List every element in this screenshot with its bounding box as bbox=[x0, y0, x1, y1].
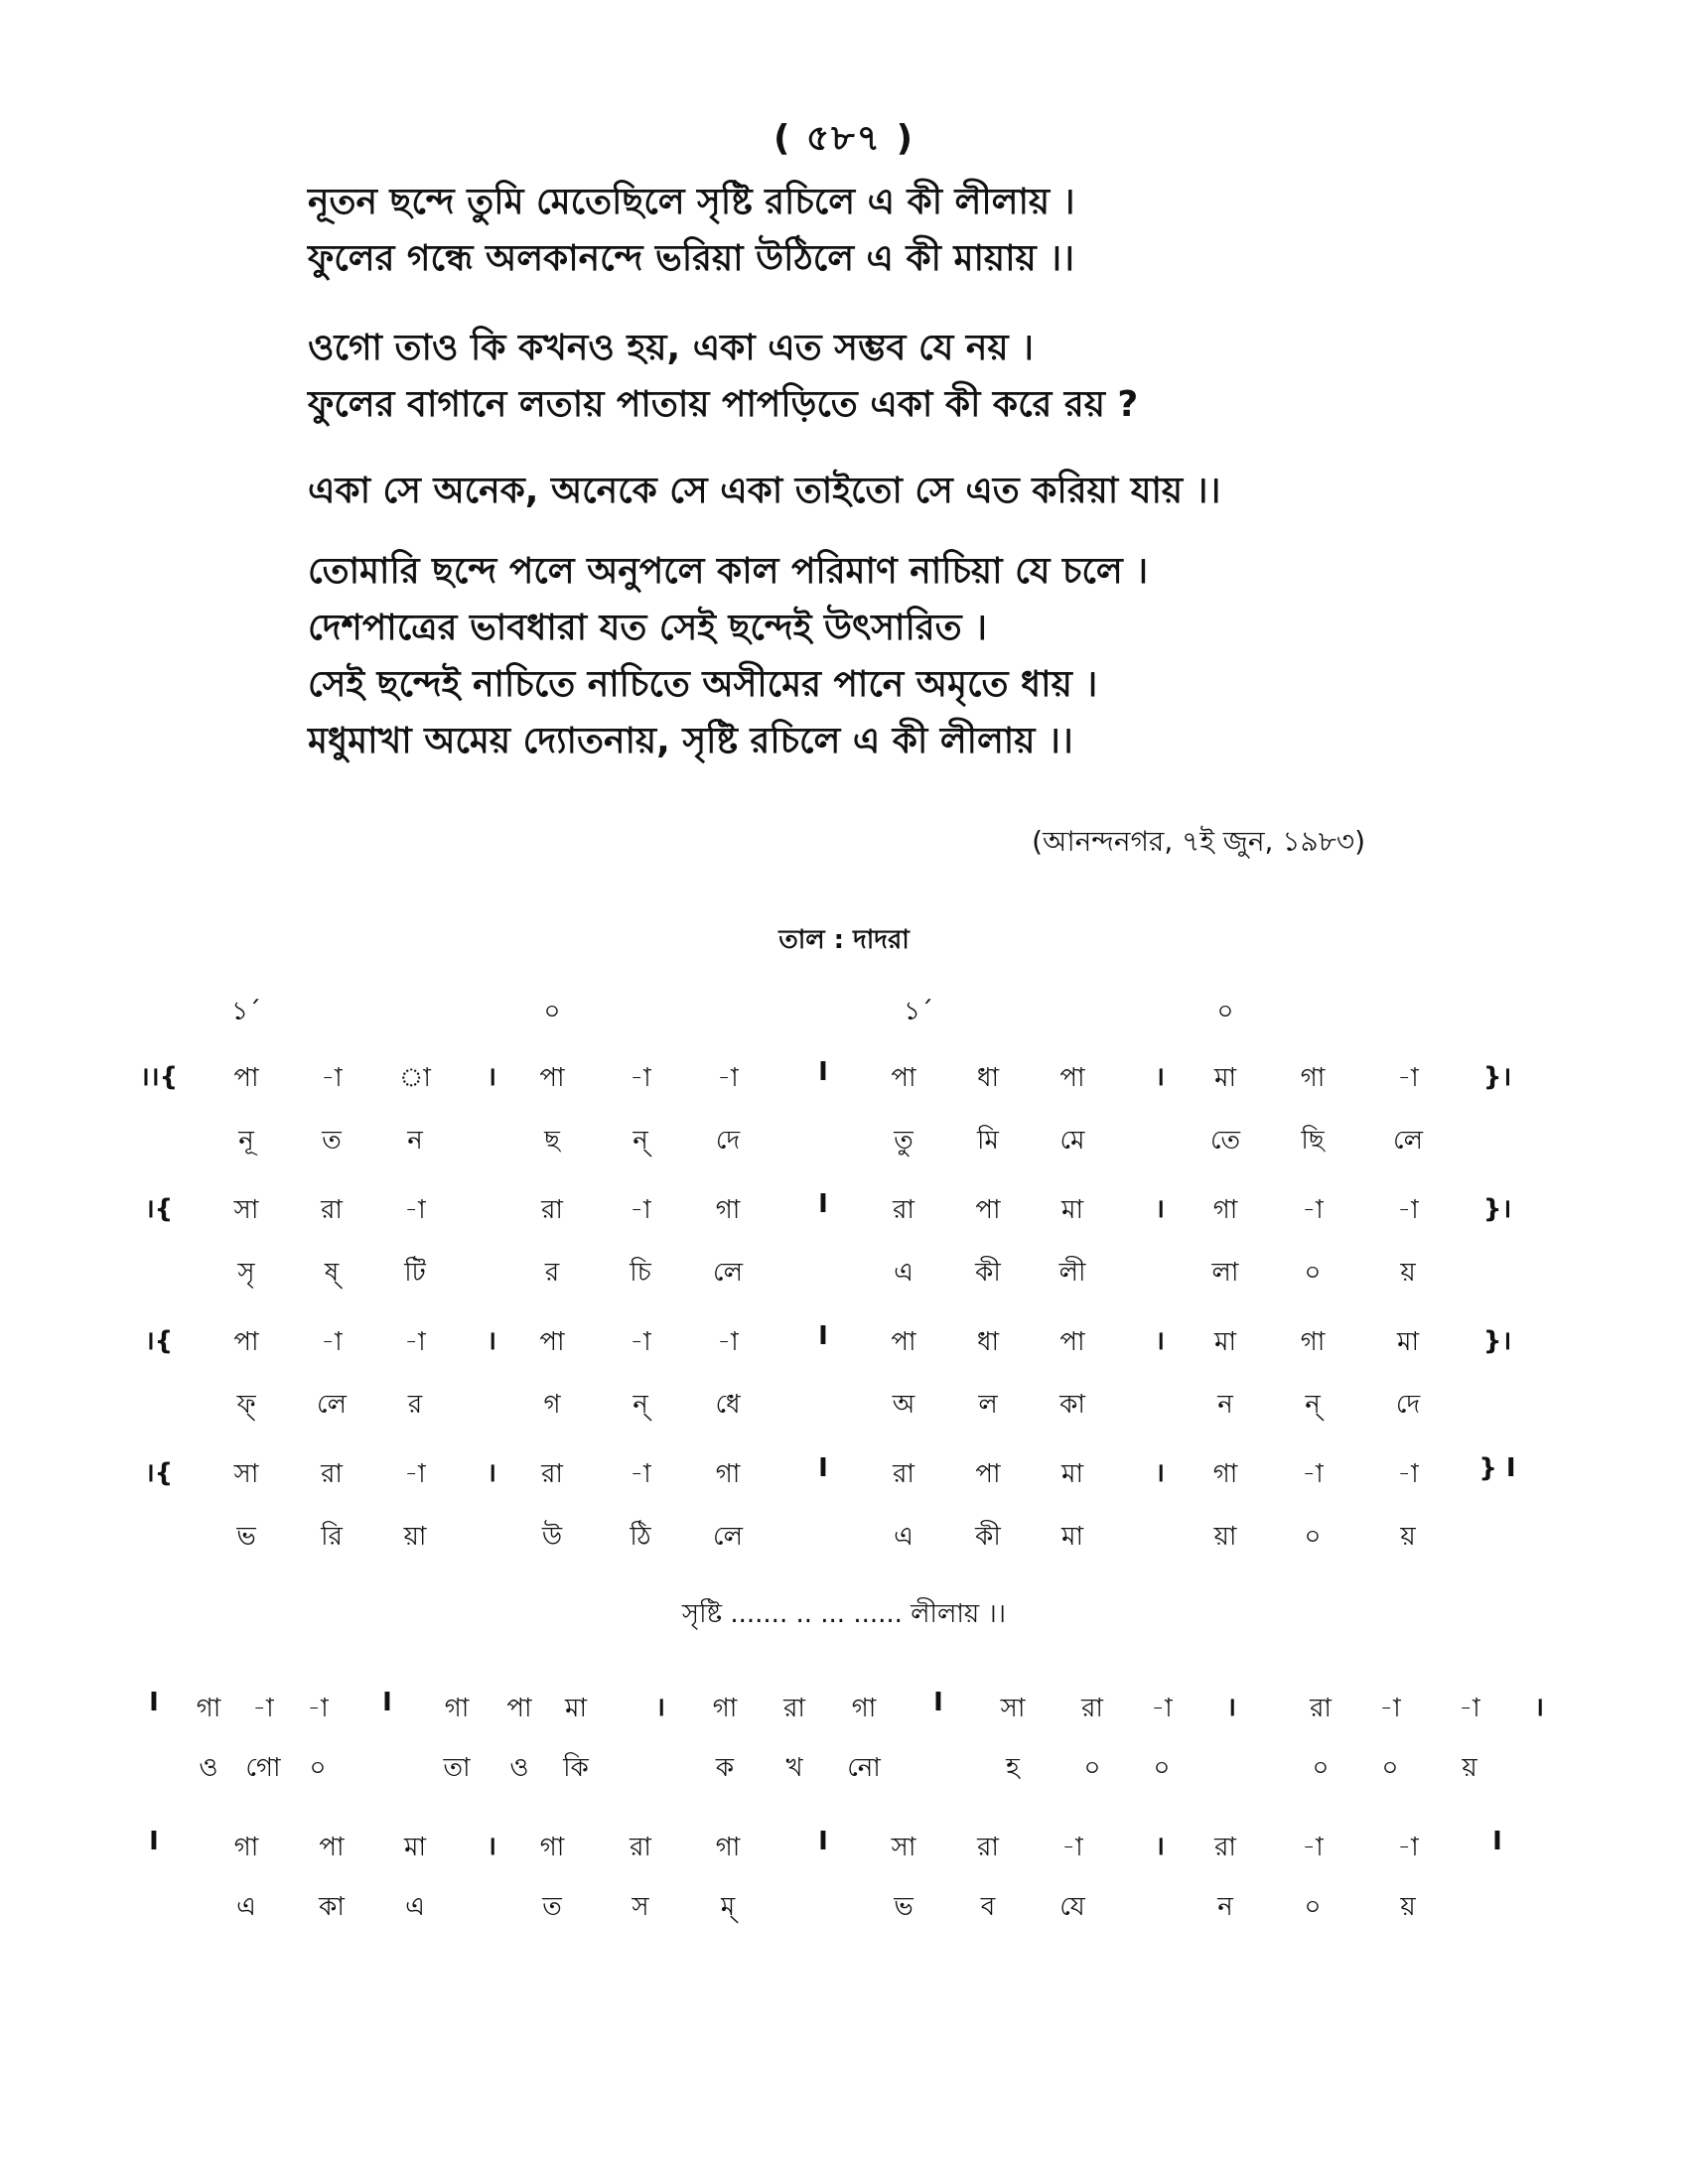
syllable: দে bbox=[715, 1126, 741, 1156]
syllable: তে bbox=[1209, 1126, 1241, 1156]
note: পা bbox=[319, 1833, 345, 1862]
syllable: লা bbox=[1211, 1258, 1239, 1288]
note: -া bbox=[1397, 1459, 1419, 1489]
syllable: মা bbox=[1061, 1522, 1083, 1552]
syllable: ছি bbox=[1301, 1126, 1325, 1156]
syllable: মে bbox=[1059, 1126, 1085, 1156]
notation-row bbox=[0, 1189, 1688, 1251]
syllable: লে bbox=[317, 1390, 347, 1420]
beat-mark: ০ bbox=[1216, 997, 1234, 1026]
lyric-line: একা সে অনেক, অনেকে সে একা তাইতো সে এত করিয়া যায় ।। bbox=[308, 471, 1221, 511]
syllable: র bbox=[544, 1258, 560, 1288]
syllable: চি bbox=[630, 1258, 651, 1288]
note: -া bbox=[1397, 1833, 1419, 1862]
note: সা bbox=[891, 1833, 916, 1862]
syllable: য় bbox=[1400, 1522, 1416, 1552]
syllable: ০ bbox=[1381, 1753, 1399, 1783]
lyrics-stanza bbox=[308, 174, 1400, 287]
note: মা bbox=[404, 1833, 426, 1862]
bar-line: । bbox=[487, 1062, 496, 1092]
bar-line: । bbox=[1155, 1458, 1165, 1488]
note: রা bbox=[541, 1195, 563, 1225]
lyric-syllable-row bbox=[0, 1384, 1688, 1445]
syllable: গ bbox=[543, 1390, 561, 1420]
syllable: ০ bbox=[1304, 1258, 1322, 1288]
syllable: যে bbox=[1059, 1892, 1085, 1922]
note: পা bbox=[506, 1694, 532, 1723]
syllable: উ bbox=[541, 1522, 563, 1552]
bar-line: । bbox=[487, 1326, 496, 1356]
syllable: ব bbox=[980, 1892, 996, 1922]
note: পা bbox=[1059, 1327, 1085, 1357]
syllable: টি bbox=[404, 1258, 426, 1288]
syllable: ন bbox=[407, 1126, 423, 1156]
bar-line: । bbox=[1155, 1194, 1165, 1224]
note: গা bbox=[1300, 1063, 1326, 1093]
notation-row bbox=[0, 1688, 1688, 1749]
note: মা bbox=[1061, 1195, 1083, 1225]
syllable: ত bbox=[542, 1892, 562, 1922]
lyric-line: তোমারি ছন্দে পলে অনুপলে কাল পরিমাণ নাচিয়া যে চলে । bbox=[308, 551, 1149, 592]
note: ধা bbox=[976, 1063, 1000, 1093]
lyric-line: মধুমাখা অমেয় দ্যোতনায়, সৃষ্টি রচিলে এ কী লীলায় ।। bbox=[308, 721, 1073, 761]
bar-line: I bbox=[818, 1057, 828, 1087]
syllable: য় bbox=[1400, 1258, 1416, 1288]
lyric-line: ফুলের গন্ধে অলকানন্দে ভরিয়া উঠিলে এ কী মায়ায় ।। bbox=[308, 238, 1075, 279]
note: পা bbox=[233, 1327, 259, 1357]
note: -া bbox=[404, 1195, 426, 1225]
refrain-line: সৃষ্টি ....... .. ... ...... লীলায় ।। bbox=[681, 1599, 1007, 1629]
note: -া bbox=[630, 1327, 651, 1357]
note: গা bbox=[233, 1833, 259, 1862]
note: গা bbox=[539, 1833, 565, 1862]
lyric-line: ওগো তাও কি কখনও হয়, একা এত সম্ভব যে নয় । bbox=[308, 328, 1034, 368]
beat-mark: ১´ bbox=[904, 997, 933, 1026]
lyric-syllable-row bbox=[0, 1252, 1688, 1313]
bar-line: । bbox=[1155, 1832, 1165, 1861]
syllable: ঠি bbox=[630, 1522, 651, 1552]
bar-line: । bbox=[487, 1458, 496, 1488]
bar-line: ।।{ bbox=[139, 1062, 179, 1092]
bar-line: I bbox=[818, 1827, 828, 1856]
syllable: ০ bbox=[1304, 1892, 1322, 1922]
syllable: ল bbox=[978, 1390, 998, 1420]
syllable: ন bbox=[1217, 1390, 1233, 1420]
syllable: ত bbox=[322, 1126, 342, 1156]
bar-line: । bbox=[655, 1693, 665, 1722]
syllable: ০ bbox=[1304, 1522, 1322, 1552]
syllable: লে bbox=[713, 1522, 743, 1552]
syllable: কা bbox=[1059, 1390, 1085, 1420]
syllable: লে bbox=[1393, 1126, 1423, 1156]
syllable: ন্ bbox=[633, 1126, 648, 1156]
syllable: লে bbox=[713, 1258, 743, 1288]
syllable: য়া bbox=[1213, 1522, 1237, 1552]
note: গা bbox=[1300, 1327, 1326, 1357]
syllable: খ bbox=[785, 1753, 803, 1783]
note: -া bbox=[321, 1063, 343, 1093]
syllable: দে bbox=[1395, 1390, 1421, 1420]
syllable: ন bbox=[1217, 1892, 1233, 1922]
note: গা bbox=[851, 1694, 877, 1723]
syllable: কী bbox=[975, 1522, 1001, 1552]
note: গা bbox=[715, 1459, 741, 1489]
bar-line: ।{ bbox=[144, 1326, 174, 1356]
note: পা bbox=[891, 1327, 916, 1357]
note: সা bbox=[233, 1195, 259, 1225]
syllable: ০ bbox=[1153, 1753, 1171, 1783]
syllable: ভ bbox=[236, 1522, 256, 1552]
beat-mark: ০ bbox=[543, 997, 561, 1026]
syllable: তা bbox=[443, 1753, 471, 1783]
note: -া bbox=[1459, 1694, 1480, 1723]
lyric-line: ফুলের বাগানে লতায় পাতায় পাপড়িতে একা কী করে রয় ? bbox=[308, 384, 1139, 425]
note: পা bbox=[975, 1195, 1001, 1225]
lyrics-stanza bbox=[308, 543, 1400, 769]
bar-line: । bbox=[1155, 1326, 1165, 1356]
bar-line: I bbox=[818, 1321, 828, 1351]
syllable: সৃ bbox=[237, 1258, 255, 1288]
note: -া bbox=[630, 1459, 651, 1489]
syllable: মি bbox=[977, 1126, 999, 1156]
syllable: ছ bbox=[544, 1126, 560, 1156]
bar-line: I bbox=[818, 1453, 828, 1483]
syllable: এ bbox=[236, 1892, 256, 1922]
syllable: রি bbox=[321, 1522, 343, 1552]
syllable: অ bbox=[892, 1390, 915, 1420]
syllable: তু bbox=[894, 1126, 914, 1156]
syllable: গো bbox=[245, 1753, 281, 1783]
note: -া bbox=[717, 1327, 739, 1357]
beat-marks bbox=[0, 991, 1688, 1030]
note: -া bbox=[1397, 1195, 1419, 1225]
note: পা bbox=[539, 1063, 565, 1093]
note: -া bbox=[1302, 1459, 1324, 1489]
syllable: কা bbox=[319, 1892, 345, 1922]
note: মা bbox=[1397, 1327, 1419, 1357]
note: মা bbox=[565, 1694, 587, 1723]
note: -া bbox=[1302, 1833, 1324, 1862]
syllable: ভ bbox=[894, 1892, 914, 1922]
syllable: ন্ bbox=[633, 1390, 648, 1420]
syllable: নো bbox=[847, 1753, 881, 1783]
note: -া bbox=[1397, 1063, 1419, 1093]
bar-line: I bbox=[149, 1688, 159, 1717]
syllable: ও bbox=[509, 1753, 529, 1783]
bar-line: ।{ bbox=[144, 1458, 174, 1488]
note: রা bbox=[321, 1195, 343, 1225]
bar-line: I bbox=[149, 1827, 159, 1856]
note: ধা bbox=[976, 1327, 1000, 1357]
bar-line: }। bbox=[1482, 1326, 1512, 1356]
syllable: এ bbox=[405, 1892, 425, 1922]
note: রা bbox=[541, 1459, 563, 1489]
bar-line: ।{ bbox=[144, 1194, 174, 1224]
note: পা bbox=[975, 1459, 1001, 1489]
syllable: র bbox=[407, 1390, 423, 1420]
syllable: য় bbox=[1400, 1892, 1416, 1922]
note: গা bbox=[715, 1195, 741, 1225]
syllable: ০ bbox=[1312, 1753, 1330, 1783]
note: -া bbox=[630, 1195, 651, 1225]
note: রা bbox=[1214, 1833, 1236, 1862]
note: গা bbox=[196, 1694, 221, 1723]
syllable: স bbox=[632, 1892, 649, 1922]
note: গা bbox=[715, 1833, 741, 1862]
note: রা bbox=[783, 1694, 805, 1723]
note: রা bbox=[893, 1459, 914, 1489]
bar-line: । bbox=[1534, 1693, 1544, 1722]
note: -া bbox=[630, 1063, 651, 1093]
note: গা bbox=[712, 1694, 738, 1723]
lyric-line: দেশপাত্রের ভাবধারা যত সেই ছন্দেই উৎসারিত । bbox=[308, 608, 988, 648]
syllable: এ bbox=[894, 1258, 914, 1288]
bar-line: । bbox=[1155, 1062, 1165, 1092]
syllable: হ bbox=[1006, 1753, 1020, 1783]
note: পা bbox=[1059, 1063, 1085, 1093]
notation-row bbox=[0, 1321, 1688, 1383]
note: -া bbox=[321, 1327, 343, 1357]
note: গা bbox=[1212, 1195, 1238, 1225]
syllable: ০ bbox=[1083, 1753, 1101, 1783]
tala-heading: তাল : দাদরা bbox=[778, 925, 910, 955]
lyric-syllable-row bbox=[0, 1516, 1688, 1577]
lyric-line: নূতন ছন্দে তুমি মেতেছিলে সৃষ্টি রচিলে এ কী লীলায় । bbox=[308, 182, 1075, 222]
note: রা bbox=[1081, 1694, 1103, 1723]
syllable: লী bbox=[1058, 1258, 1086, 1288]
syllable: ম্ bbox=[720, 1892, 736, 1922]
bar-line: }। bbox=[1482, 1062, 1512, 1092]
syllable: ক bbox=[715, 1753, 735, 1783]
note: -া bbox=[1302, 1195, 1324, 1225]
note: া bbox=[399, 1063, 431, 1093]
lyrics-stanza bbox=[308, 320, 1400, 433]
note: গা bbox=[1212, 1459, 1238, 1489]
note: সা bbox=[233, 1459, 259, 1489]
lyric-syllable-row bbox=[0, 1886, 1688, 1948]
note: -া bbox=[252, 1694, 274, 1723]
note: রা bbox=[630, 1833, 651, 1862]
note: -া bbox=[404, 1459, 426, 1489]
syllable: ধে bbox=[715, 1390, 741, 1420]
lyric-line: সেই ছন্দেই নাচিতে নাচিতে অসীমের পানে অমৃতে ধায় । bbox=[308, 664, 1098, 705]
syllable: ০ bbox=[309, 1753, 327, 1783]
bar-line: I bbox=[933, 1688, 943, 1717]
bar-line: । bbox=[487, 1832, 496, 1861]
syllable: কি bbox=[563, 1753, 589, 1783]
notation-row bbox=[0, 1057, 1688, 1119]
page-number: ( ৫৮৭ ) bbox=[773, 118, 915, 159]
note: রা bbox=[1310, 1694, 1332, 1723]
note: -া bbox=[1151, 1694, 1173, 1723]
bar-line: I bbox=[1492, 1827, 1502, 1856]
source-note: (আনন্দনগর, ৭ই জুন, ১৯৮৩) bbox=[1032, 825, 1365, 858]
syllable: ফ্ bbox=[236, 1390, 256, 1420]
syllable: য়া bbox=[403, 1522, 427, 1552]
note: -া bbox=[404, 1327, 426, 1357]
note: -া bbox=[717, 1063, 739, 1093]
syllable: নূ bbox=[238, 1126, 254, 1156]
syllable: এ bbox=[894, 1522, 914, 1552]
note: পা bbox=[891, 1063, 916, 1093]
note: পা bbox=[233, 1063, 259, 1093]
note: সা bbox=[1000, 1694, 1026, 1723]
bar-line: I bbox=[382, 1688, 392, 1717]
note: -া bbox=[307, 1694, 329, 1723]
note: রা bbox=[977, 1833, 999, 1862]
note: পা bbox=[539, 1327, 565, 1357]
beat-mark: ১´ bbox=[231, 997, 261, 1026]
note: -া bbox=[1379, 1694, 1401, 1723]
syllable: ষ্ bbox=[324, 1258, 340, 1288]
note: মা bbox=[1214, 1327, 1236, 1357]
notation-row bbox=[0, 1827, 1688, 1888]
note: মা bbox=[1061, 1459, 1083, 1489]
lyrics-stanza bbox=[308, 463, 1400, 519]
note: মা bbox=[1214, 1063, 1236, 1093]
note: রা bbox=[321, 1459, 343, 1489]
bar-line: }। bbox=[1482, 1194, 1512, 1224]
syllable: ন্ bbox=[1305, 1390, 1321, 1420]
note: -া bbox=[1061, 1833, 1083, 1862]
syllable: ও bbox=[199, 1753, 218, 1783]
syllable: কী bbox=[975, 1258, 1001, 1288]
lyric-syllable-row bbox=[0, 1120, 1688, 1181]
note: রা bbox=[893, 1195, 914, 1225]
bar-line: } I bbox=[1478, 1453, 1516, 1483]
bar-line: । bbox=[1226, 1693, 1236, 1722]
bar-line: I bbox=[818, 1189, 828, 1219]
syllable: য় bbox=[1462, 1753, 1477, 1783]
lyric-syllable-row bbox=[0, 1747, 1688, 1809]
notation-row bbox=[0, 1453, 1688, 1515]
note: গা bbox=[444, 1694, 470, 1723]
